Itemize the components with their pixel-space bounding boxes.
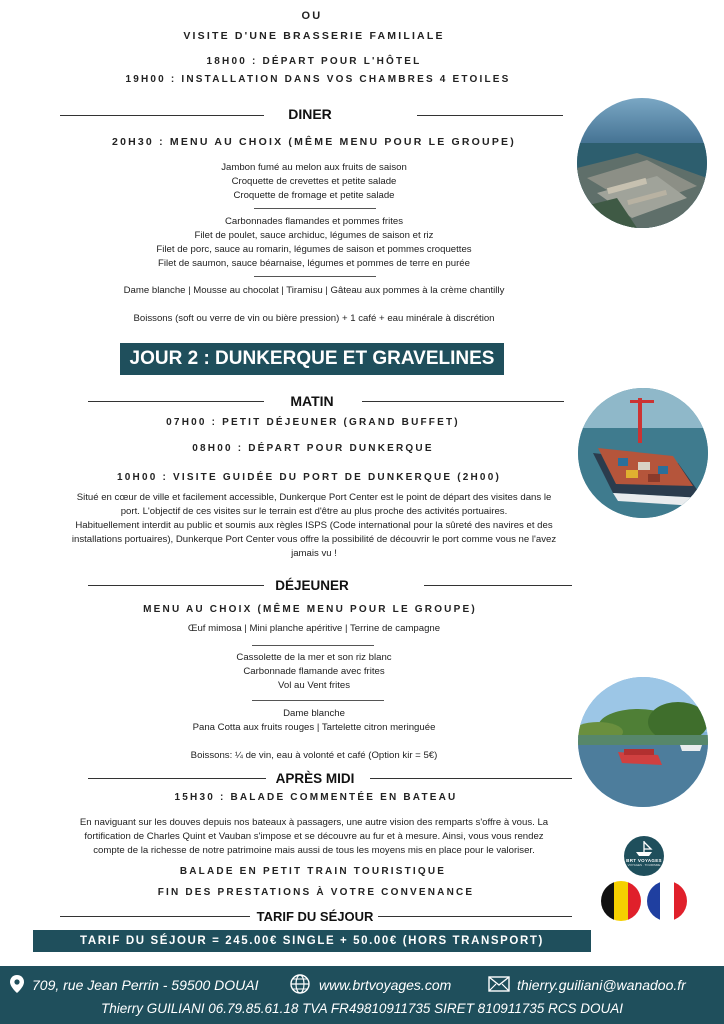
- tourist-train: BALADE EN PETIT TRAIN TOURISTIQUE: [179, 866, 447, 877]
- tarif-rule-left: [60, 916, 250, 917]
- matin-rule-left: [88, 401, 264, 402]
- list-item: Vol au Vent frites: [278, 680, 350, 691]
- port-aerial-photo: [577, 98, 707, 228]
- room-installation: 19H00 : INSTALLATION DANS VOS CHAMBRES 4 ETOILES: [125, 74, 511, 85]
- globe-icon: [290, 974, 310, 994]
- dejeuner-title: DÉJEUNER: [275, 578, 349, 593]
- diner-desserts: Dame blanche | Mousse au chocolat | Tiramisu | Gâteau aux pommes à la crème chantilly: [123, 285, 505, 296]
- price-banner: TARIF DU SÉJOUR = 245.00€ SINGLE + 50.00€ (HORS TRANSPORT): [33, 930, 591, 952]
- footer-legal: Thierry GUILIANI 06.79.85.61.18 TVA FR49810911735 SIRET 810911735 RCS DOUAI: [100, 1001, 624, 1016]
- footer: [0, 966, 724, 1024]
- list-item: Filet de poulet, sauce archiduc, légumes de saison et riz: [194, 230, 434, 241]
- boat-tour-photo: [578, 677, 708, 807]
- footer-address: 709, rue Jean Perrin - 59500 DOUAI: [32, 977, 259, 993]
- diner-starters: [60, 161, 568, 203]
- departure-dunkerque: 08H00 : DÉPART POUR DUNKERQUE: [192, 443, 434, 454]
- dejeuner-desserts: [40, 707, 588, 735]
- apres-midi-title: APRÈS MIDI: [275, 771, 355, 786]
- port-visit-description: [40, 491, 588, 561]
- divider: [254, 208, 376, 209]
- footer-email[interactable]: thierry.guiliani@wanadoo.fr: [517, 977, 686, 993]
- diner-drinks: Boissons (soft ou verre de vin ou bière pression) + 1 café + eau minérale à discrétion: [133, 313, 495, 324]
- paragraph-line: compte de la richesse de notre patrimoine mais aussi de tous les moyens mis en place pour le valoriser.: [93, 845, 535, 856]
- list-item: Carbonnades flamandes et pommes frites: [224, 216, 404, 227]
- matin-rule-right: [362, 401, 564, 402]
- list-item: Jambon fumé au melon aux fruits de saison: [221, 162, 407, 173]
- diner-mains: [60, 215, 568, 271]
- brasserie-visit: VISITE D'UNE BRASSERIE FAMILIALE: [183, 30, 445, 42]
- dejeuner-drinks: Boissons: ¼ de vin, eau à volonté et café (Option kir = 5€): [190, 750, 438, 761]
- divider: [252, 700, 384, 701]
- hotel-departure: 18H00 : DÉPART POUR L'HÔTEL: [206, 56, 422, 67]
- list-item: Filet de saumon, sauce béarnaise, légumes et pommes de terre en purée: [158, 258, 470, 269]
- boat-tour-heading: 15H30 : BALADE COMMENTÉE EN BATEAU: [174, 792, 458, 803]
- paragraph-line: jamais vu !: [291, 548, 337, 559]
- paragraph-line: Habituellement interdit au public et soumis aux règles ISPS (Code international pour la sûreté des navires et des: [75, 520, 553, 531]
- france-flag-icon: [647, 881, 687, 921]
- diner-rule-right: [417, 115, 563, 116]
- matin-title: MATIN: [290, 393, 334, 409]
- list-item: Dame blanche: [283, 708, 345, 719]
- ship-icon: [624, 836, 664, 858]
- location-pin-icon: [10, 975, 24, 993]
- day2-banner: JOUR 2 : DUNKERQUE ET GRAVELINES: [120, 343, 504, 375]
- diner-rule-left: [60, 115, 264, 116]
- belgium-flag-icon: [601, 881, 641, 921]
- list-item: Pana Cotta aux fruits rouges | Tartelette citron meringuée: [192, 722, 436, 733]
- boat-tour-description: [40, 816, 588, 858]
- apres-midi-rule-right: [370, 778, 572, 779]
- dejeuner-starters: Œuf mimosa | Mini planche apéritive | Terrine de campagne: [187, 623, 441, 634]
- list-item: Cassolette de la mer et son riz blanc: [236, 652, 392, 663]
- breakfast-time: 07H00 : PETIT DÉJEUNER (GRAND BUFFET): [166, 417, 460, 428]
- diner-menu-heading: 20H30 : MENU AU CHOIX (MÊME MENU POUR LE GROUPE): [112, 136, 516, 148]
- diner-title: DINER: [288, 106, 332, 122]
- tarif-title: TARIF DU SÉJOUR: [256, 909, 374, 924]
- footer-website[interactable]: www.brtvoyages.com: [319, 977, 452, 993]
- logo-text: BRT VOYAGES: [626, 858, 662, 863]
- mail-icon: [488, 976, 510, 992]
- tarif-rule-right: [378, 916, 572, 917]
- dejeuner-menu-heading: MENU AU CHOIX (MÊME MENU POUR LE GROUPE): [143, 604, 477, 615]
- dejeuner-rule-left: [88, 585, 264, 586]
- paragraph-line: fortification de Charles Quint et Vauban s'impose et se découvre au fur et à mesure. Ainsi, vous vous rendez: [84, 831, 544, 842]
- paragraph-line: installations portuaires), Dunkerque Port Center vous offre la possibilité de découvrir le port comme vous ne l'avez: [71, 534, 557, 545]
- divider: [252, 645, 374, 646]
- divider: [254, 276, 376, 277]
- list-item: Filet de porc, sauce au romarin, légumes de saison et pommes croquettes: [156, 244, 472, 255]
- paragraph-line: En naviguant sur les douves depuis nos bateaux à passagers, une autre vision des remparts s'offre à vous. La: [79, 817, 549, 828]
- container-ship-photo: [578, 388, 708, 518]
- dejeuner-rule-right: [424, 585, 572, 586]
- logo-subtext: VOYAGES · TOURISME: [627, 863, 661, 867]
- ou-label: OU: [301, 10, 323, 22]
- list-item: Croquette de fromage et petite salade: [233, 190, 395, 201]
- paragraph-line: port. L'objectif de ces visites sur le terrain est d'être au plus proche des activités portuaires.: [120, 506, 508, 517]
- apres-midi-rule-left: [88, 778, 266, 779]
- list-item: Croquette de crevettes et petite salade: [231, 176, 397, 187]
- dejeuner-mains: [40, 651, 588, 693]
- paragraph-line: Situé en cœur de ville et facilement accessible, Dunkerque Port Center est le point de départ des visites dans le: [76, 492, 552, 503]
- brt-voyages-logo: [624, 836, 664, 876]
- end-of-services: FIN DES PRESTATIONS À VOTRE CONVENANCE: [157, 887, 475, 898]
- port-visit-heading: 10H00 : VISITE GUIDÉE DU PORT DE DUNKERQUE (2H00): [117, 472, 501, 483]
- list-item: Carbonnade flamande avec frites: [243, 666, 385, 677]
